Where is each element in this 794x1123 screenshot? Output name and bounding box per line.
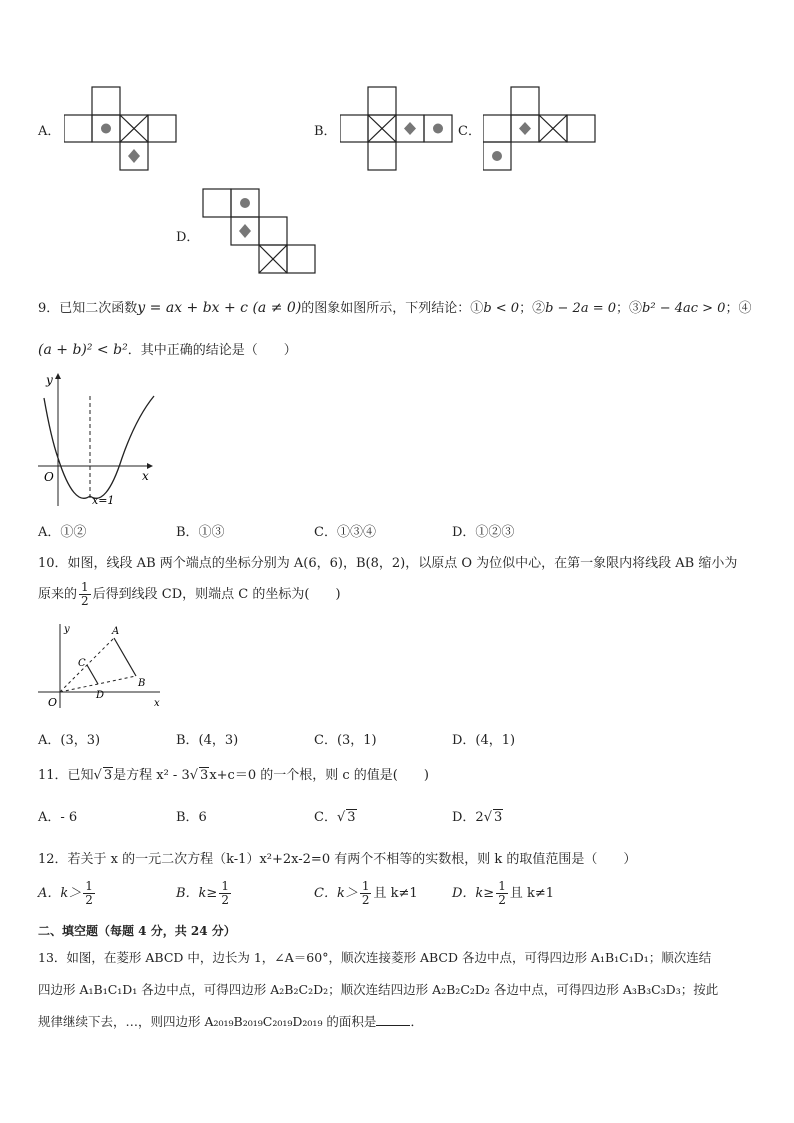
section-heading: 二、填空题（每题 4 分，共 24 分） <box>38 924 236 938</box>
q12-stem: 12．若关于 x 的一元二次方程（k-1）x²+2x-2=0 有两个不相等的实数根，则 k 的取值范围是（ ） <box>38 852 637 867</box>
q8-net-a <box>64 86 179 172</box>
q11-option-c[interactable]: C．√ 3 <box>314 810 356 825</box>
q10-figure <box>36 620 166 712</box>
q12-option-b[interactable]: B．k≥ $\frac{1}{2}$ <box>176 879 229 907</box>
q8-net-b <box>340 86 455 172</box>
q10-stem-line1: 10．如图，线段 AB 两个端点的坐标分别为 A(6，6)，B(8，2)，以原点 O 为位似中心，在第一象限内将线段 AB 缩小为 <box>38 556 738 571</box>
q10-option-c[interactable]: C．(3，1) <box>314 733 377 748</box>
q12-option-c[interactable]: C．k＞ $\frac{1}{2}$ 且 k≠1 <box>314 879 418 907</box>
q10-option-b[interactable]: B．(4，3) <box>176 733 239 748</box>
q9-parabola-graph <box>36 368 160 510</box>
q10-option-d[interactable]: D．(4，1) <box>452 733 516 748</box>
svg-text:x: x <box>154 698 160 709</box>
q12-option-a[interactable]: A．k＞ $\frac{1}{2}$ <box>38 879 93 907</box>
q10-stem-line2: 原来的 $\frac{1}{2}$ 后得到线段 CD，则端点 C 的坐标为( ) <box>38 580 341 608</box>
diamond-mark <box>128 149 140 163</box>
q8-net-c <box>483 86 598 172</box>
q10-option-a[interactable]: A．(3，3) <box>38 733 101 748</box>
segment-ab <box>114 638 136 676</box>
q8-net-d <box>202 188 318 276</box>
q9-option-c[interactable]: C．①③④ <box>314 525 376 540</box>
svg-text:y: y <box>64 624 70 635</box>
q9-stem-line1: 9．已知二次函数y = ax + bx + c (a ≠ 0)的图象如图所示，下列结论：①b < 0；②b − 2a = 0；③b² − 4ac > 0；④ <box>38 300 752 316</box>
svg-text:C: C <box>78 658 86 669</box>
symmetry-label: x=1 <box>92 494 115 507</box>
q8-option-c-label: C． <box>458 124 481 139</box>
answer-blank[interactable] <box>376 1013 410 1026</box>
y-label: y <box>46 373 53 387</box>
svg-text:O: O <box>48 696 58 709</box>
segment-cd <box>87 665 98 684</box>
q9-option-a[interactable]: A．①② <box>38 525 87 540</box>
q9-stem-line2: (a + b)² < b²．其中正确的结论是（ ） <box>38 342 297 358</box>
svg-text:D: D <box>96 690 105 701</box>
x-label: x <box>142 469 149 483</box>
origin-label: O <box>44 470 54 484</box>
q11-stem: 11．已知√ 3是方程 x² - 3√ 3x+c＝0 的一个根，则 c 的值是( ) <box>38 768 429 783</box>
q9-option-b[interactable]: B．①③ <box>176 525 225 540</box>
q11-option-b[interactable]: B．6 <box>176 810 207 825</box>
q8-option-d-label: D． <box>176 230 200 245</box>
parabola-curve <box>44 396 154 498</box>
q9-option-d[interactable]: D．①②③ <box>452 525 515 540</box>
q8-option-a-label: A． <box>38 124 61 139</box>
q8-option-b-label: B． <box>314 124 337 139</box>
q11-option-a[interactable]: A．- 6 <box>38 810 78 825</box>
q13-line3: 规律继续下去，…，则四边形 A₂₀₁₉B₂₀₁₉C₂₀₁₉D₂₀₁₉ 的面积是 ． <box>38 1014 423 1029</box>
q13-line1: 13．如图，在菱形 ABCD 中，边长为 1，∠A＝60°，顺次连接菱形 ABCD 各边中点，可得四边形 A₁B₁C₁D₁；顺次连结 <box>38 950 712 965</box>
circle-mark <box>101 124 111 134</box>
svg-text:A: A <box>112 626 120 637</box>
q13-line2: 四边形 A₁B₁C₁D₁ 各边中点，可得四边形 A₂B₂C₂D₂；顺次连结四边形 A₂B₂C₂D₂ 各边中点，可得四边形 A₃B₃C₃D₃；按此 <box>38 982 719 997</box>
q11-option-d[interactable]: D．2√ 3 <box>452 810 503 825</box>
q12-option-d[interactable]: D．k≥ $\frac{1}{2}$ 且 k≠1 <box>452 879 555 907</box>
svg-text:B: B <box>138 678 146 689</box>
